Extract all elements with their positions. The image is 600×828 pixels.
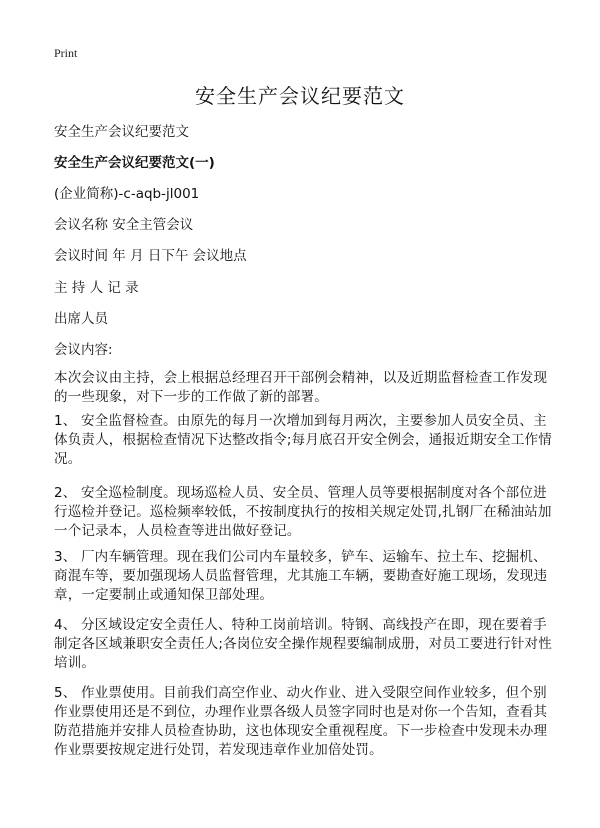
host-recorder-line: 主 持 人 记 录 [54,280,139,296]
item-paragraph-2: 2、 安全巡检制度。现场巡检人员、安全员、管理人员等要根据制度对各个部位进行巡检并登记。巡检频率较低，不按制度执行的按相关规定处罚,扎钢厂在稀油站加一个记录本，人员检查等进出做好登记。 [54,485,552,539]
intro-paragraph: 本次会议由主持，会上根据总经理召开干部例会精神，以及近期监督检查工作发现的一些现象，对下一步的工作做了新的部署。 [54,370,548,405]
content-label: 会议内容: [54,342,113,358]
item-paragraph-3: 3、 厂内车辆管理。现在我们公司内车量较多，铲车、运输车、拉土车、挖掘机、商混车等，要加强现场人员监督管理，尤其施工车辆，要勘查好施工现场，发现违章，一定要制止或通知保卫部处理。 [54,549,548,603]
page-title: 安全生产会议纪要范文 [195,84,405,108]
section-heading: 安全生产会议纪要范文(一) [54,155,215,171]
attendees-line: 出席人员 [54,311,108,327]
item-paragraph-5: 5、 作业票使用。目前我们高空作业、动火作业、进入受限空间作业较多，但个别作业票使用还是不到位，办理作业票各级人员签字同时也是对你一个告知，查看其防范措施并安排人员检查协助，这也体现安全重视程度。下一步检查中发现未办理作业票要按规定进行处罚，若发现违章作业加倍处罚。 [54,685,548,758]
item-paragraph-4: 4、 分区域设定安全责任人、特种工岗前培训。特钢、高线投产在即，现在要着手制定各区域兼职安全责任人;各岗位安全操作规程要编制成册，对员工要进行针对性培训。 [54,617,552,671]
meeting-name-line: 会议名称 安全主管会议 [54,217,194,233]
document-code: (企业简称)-c-aqb-jl001 [54,186,200,202]
print-link[interactable]: Print [54,46,78,60]
document-subtitle: 安全生产会议纪要范文 [54,124,189,140]
item-paragraph-1: 1、 安全监督检查。由原先的每月一次增加到每月两次，主要参加人员安全员、主体负责人，根据检查情况下达整改指令;每月底召开安全例会，通报近期安全工作情况。 [54,413,552,467]
meeting-time-line: 会议时间 年 月 日下午 会议地点 [54,248,247,264]
